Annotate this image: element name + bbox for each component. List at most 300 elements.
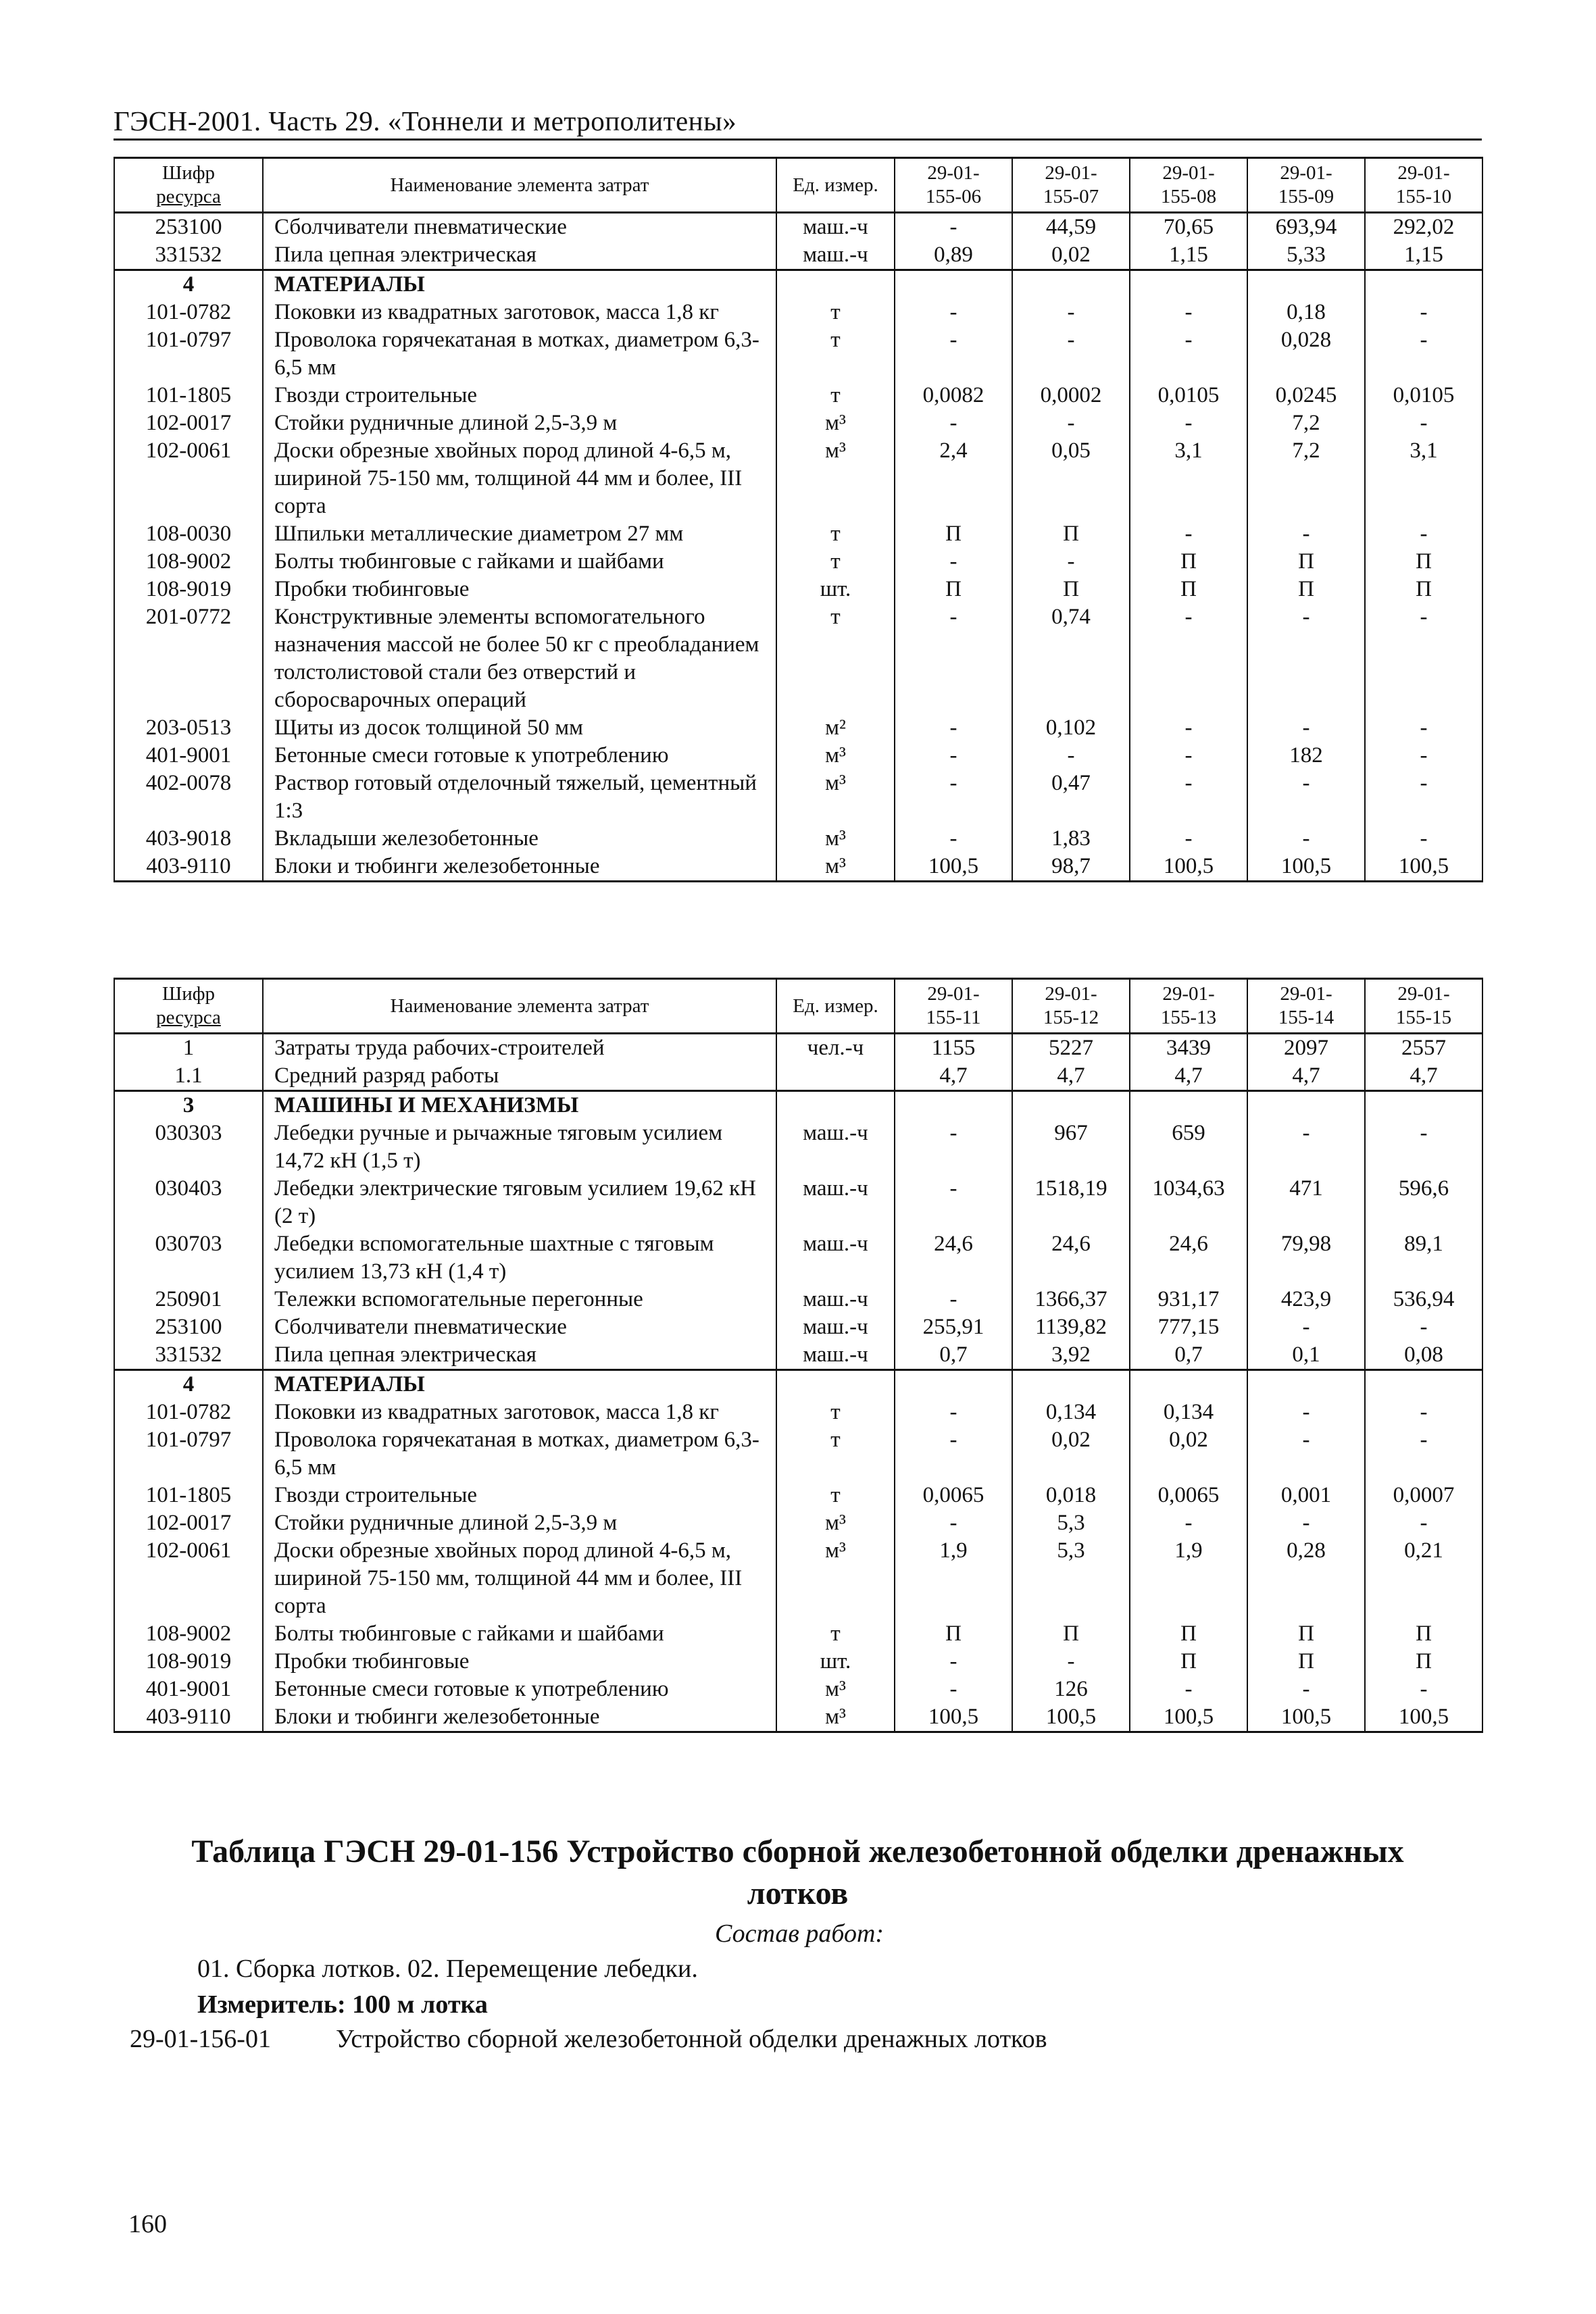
norm-value: - (1012, 409, 1130, 437)
resource-name: Бетонные смеси готовые к употреблению (263, 1676, 776, 1703)
norm-value (1365, 270, 1482, 299)
resource-code: 403-9110 (114, 853, 263, 882)
resource-name: Пила цепная электрическая (263, 1341, 776, 1370)
resource-unit: м³ (776, 409, 895, 437)
norm-value: 0,018 (1012, 1482, 1130, 1509)
norm-value: 0,102 (1012, 714, 1130, 742)
norm-value: П (895, 520, 1012, 548)
resource-code: 331532 (114, 1341, 263, 1370)
norm-value: 0,08 (1365, 1341, 1482, 1370)
header-norm-line-2: 155-13 (1160, 1007, 1217, 1028)
norm-value: 292,02 (1365, 213, 1482, 242)
header-norm-line-1: 29-01- (1045, 983, 1097, 1005)
header-code-line-2: ресурса (156, 186, 221, 207)
table-row (114, 1120, 1482, 1175)
table-row (114, 1676, 1482, 1703)
resource-code: 402-0078 (114, 770, 263, 825)
norm-value: 4,7 (1130, 1062, 1247, 1091)
header-norm-line-2: 155-07 (1043, 186, 1099, 207)
table-row (114, 1703, 1482, 1732)
norm-value: - (895, 1509, 1012, 1537)
norm-value: - (1365, 1399, 1482, 1426)
norm-value: - (895, 1648, 1012, 1676)
norm-value: - (1365, 770, 1482, 825)
norm-value: 3,1 (1130, 437, 1247, 520)
resource-unit: т (776, 326, 895, 382)
resource-unit: маш.-ч (776, 241, 895, 270)
norm-value: 98,7 (1012, 853, 1130, 882)
header-norm-col (1247, 979, 1365, 1034)
norm-value: П (1247, 1620, 1365, 1648)
header-norm-line-1: 29-01- (1162, 162, 1215, 184)
resource-name: Проволока горячекатаная в мотках, диаметром 6,3-6,5 мм (263, 1426, 776, 1482)
resource-name: Пила цепная электрическая (263, 241, 776, 270)
header-norm-line-1: 29-01- (1280, 162, 1332, 184)
resource-unit (776, 1062, 895, 1091)
norm-value: 4,7 (1247, 1062, 1365, 1091)
resource-name: Вкладыши железобетонные (263, 825, 776, 853)
table-row (114, 382, 1482, 409)
resource-table-155-11-15 (114, 978, 1483, 1733)
norm-value: - (1130, 520, 1247, 548)
resource-code: 201-0772 (114, 603, 263, 714)
norm-value: 1366,37 (1012, 1286, 1130, 1313)
resource-name: Стойки рудничные длиной 2,5-3,9 м (263, 409, 776, 437)
norm-value: - (1130, 409, 1247, 437)
norm-value: 5227 (1012, 1034, 1130, 1063)
resource-code: 108-9019 (114, 576, 263, 603)
header-norm-col (1247, 158, 1365, 213)
norm-value: 0,0105 (1130, 382, 1247, 409)
header-norm-line-1: 29-01- (1397, 983, 1450, 1005)
norm-value (1130, 1370, 1247, 1399)
norm-value: - (1130, 742, 1247, 770)
norm-value: - (1247, 1426, 1365, 1482)
norm-value: П (895, 1620, 1012, 1648)
resource-code: 1.1 (114, 1062, 263, 1091)
norm-value: П (1365, 576, 1482, 603)
norm-value: 100,5 (895, 853, 1012, 882)
resource-code: 101-0782 (114, 299, 263, 326)
resource-code: 102-0061 (114, 1537, 263, 1620)
norm-value: 777,15 (1130, 1313, 1247, 1341)
norm-value: 3439 (1130, 1034, 1247, 1063)
resource-code: 4 (114, 1370, 263, 1399)
header-norm-line-2: 155-11 (926, 1007, 981, 1028)
table-row (114, 1175, 1482, 1230)
resource-code: 253100 (114, 1313, 263, 1341)
norm-value: П (1012, 576, 1130, 603)
norm-value: 536,94 (1365, 1286, 1482, 1313)
norm-value: 1,9 (1130, 1537, 1247, 1620)
resource-name: Пробки тюбинговые (263, 576, 776, 603)
norm-value: П (1012, 1620, 1130, 1648)
norm-value: - (1365, 409, 1482, 437)
resource-code: 4 (114, 270, 263, 299)
resource-name: Лебедки электрические тяговым усилием 19,62 кН (2 т) (263, 1175, 776, 1230)
resource-unit: м³ (776, 1676, 895, 1703)
table-row (114, 1286, 1482, 1313)
norm-value: П (1247, 1648, 1365, 1676)
norm-value: - (1365, 1676, 1482, 1703)
norm-value: 2557 (1365, 1034, 1482, 1063)
resource-code: 108-9002 (114, 548, 263, 576)
norm-value: П (1130, 576, 1247, 603)
resource-unit: м³ (776, 1703, 895, 1732)
norm-value: - (895, 1426, 1012, 1482)
norm-value: 44,59 (1012, 213, 1130, 242)
norm-value: 100,5 (1247, 1703, 1365, 1732)
header-norm-col (895, 979, 1012, 1034)
resource-name: Затраты труда рабочих-строителей (263, 1034, 776, 1063)
norm-value: - (1130, 1676, 1247, 1703)
norm-value: 4,7 (1365, 1062, 1482, 1091)
header-norm-line-2: 155-06 (925, 186, 982, 207)
norm-value: 4,7 (1012, 1062, 1130, 1091)
norm-value (1012, 1370, 1130, 1399)
header-norm-col (1012, 979, 1130, 1034)
norm-value: 0,0065 (895, 1482, 1012, 1509)
header-norm-line-1: 29-01- (1162, 983, 1215, 1005)
norm-value: 100,5 (1130, 853, 1247, 882)
norm-value: - (1130, 1509, 1247, 1537)
norm-value: - (1247, 1120, 1365, 1175)
norm-value: П (1012, 520, 1130, 548)
norm-value (1247, 1370, 1365, 1399)
norm-value: 100,5 (1247, 853, 1365, 882)
resource-code: 102-0061 (114, 437, 263, 520)
section-title (114, 1831, 1482, 1915)
norm-value: 0,02 (1012, 241, 1130, 270)
norm-value: 1,9 (895, 1537, 1012, 1620)
norm-value (1247, 270, 1365, 299)
norm-value: 100,5 (895, 1703, 1012, 1732)
header-code-line-1: Шифр (161, 162, 216, 184)
header-name: Наименование элемента затрат (263, 979, 776, 1034)
table-row (114, 213, 1482, 242)
resource-unit: т (776, 520, 895, 548)
resource-name: МАШИНЫ И МЕХАНИЗМЫ (263, 1091, 776, 1120)
resource-unit: маш.-ч (776, 1230, 895, 1286)
table-row (114, 853, 1482, 882)
resource-name: Доски обрезные хвойных пород длиной 4-6,5 м, шириной 75-150 мм, толщиной 44 мм и более, III сорта (263, 1537, 776, 1620)
norm-value: 1518,19 (1012, 1175, 1130, 1230)
resource-name: Сболчиватели пневматические (263, 213, 776, 242)
norm-value: 967 (1012, 1120, 1130, 1175)
resource-name: Сболчиватели пневматические (263, 1313, 776, 1341)
header-norm-line-2: 155-14 (1278, 1007, 1335, 1028)
resource-name: Блоки и тюбинги железобетонные (263, 853, 776, 882)
resource-unit: маш.-ч (776, 1341, 895, 1370)
section-title-line-1: Таблица ГЭСН 29-01-156 Устройство сборной железобетонной обделки дренажных (191, 1834, 1404, 1869)
norm-value: П (1365, 1648, 1482, 1676)
norm-value: - (1365, 714, 1482, 742)
resource-unit: т (776, 1620, 895, 1648)
header-norm-col (1012, 158, 1130, 213)
norm-value: 100,5 (1130, 1703, 1247, 1732)
table-row (114, 409, 1482, 437)
norm-value (895, 1091, 1012, 1120)
norm-value: 0,02 (1012, 1426, 1130, 1482)
header-unit: Ед. измер. (776, 979, 895, 1034)
table-row (114, 1509, 1482, 1537)
resource-name: Болты тюбинговые с гайками и шайбами (263, 548, 776, 576)
page-number: 160 (128, 2210, 167, 2238)
norm-value: - (1365, 603, 1482, 714)
norm-value: 423,9 (1247, 1286, 1365, 1313)
norm-value: - (1247, 1676, 1365, 1703)
table-row (114, 825, 1482, 853)
resource-code: 102-0017 (114, 1509, 263, 1537)
resource-unit: маш.-ч (776, 1120, 895, 1175)
norm-value: П (1365, 1620, 1482, 1648)
norm-value: - (1130, 326, 1247, 382)
resource-unit: маш.-ч (776, 1286, 895, 1313)
norm-name: Устройство сборной железобетонной обделки дренажных лотков (336, 2025, 1047, 2053)
resource-unit: т (776, 1426, 895, 1482)
table-row (114, 742, 1482, 770)
header-norm-col (895, 158, 1012, 213)
norm-value: - (1365, 1509, 1482, 1537)
norm-value: 2,4 (895, 437, 1012, 520)
norm-value: - (1247, 825, 1365, 853)
table-row (114, 1426, 1482, 1482)
resource-table-155-06-10 (114, 157, 1483, 882)
table-row (114, 1341, 1482, 1370)
norm-value: 89,1 (1365, 1230, 1482, 1286)
norm-value: 659 (1130, 1120, 1247, 1175)
resource-code: 101-0797 (114, 1426, 263, 1482)
resource-name: Гвозди строительные (263, 382, 776, 409)
norm-value: - (895, 1175, 1012, 1230)
resource-code: 203-0513 (114, 714, 263, 742)
resource-code: 331532 (114, 241, 263, 270)
norm-value: - (895, 299, 1012, 326)
resource-unit (776, 1091, 895, 1120)
norm-value: - (1247, 770, 1365, 825)
resource-code: 253100 (114, 213, 263, 242)
work-composition-items: 01. Сборка лотков. 02. Перемещение лебедки. (197, 1955, 698, 1983)
norm-value: 79,98 (1247, 1230, 1365, 1286)
work-composition-label: Состав работ: (715, 1919, 884, 1948)
norm-value (1012, 1091, 1130, 1120)
resource-unit: шт. (776, 1648, 895, 1676)
resource-unit: т (776, 603, 895, 714)
resource-name: Щиты из досок толщиной 50 мм (263, 714, 776, 742)
resource-name: Лебедки ручные и рычажные тяговым усилием 14,72 кН (1,5 т) (263, 1120, 776, 1175)
norm-value: 0,18 (1247, 299, 1365, 326)
norm-value: - (1012, 742, 1130, 770)
header-code (114, 158, 263, 213)
header-norm-line-2: 155-08 (1160, 186, 1217, 207)
norm-value: 100,5 (1365, 853, 1482, 882)
table-row (114, 1537, 1482, 1620)
norm-value: 0,28 (1247, 1537, 1365, 1620)
norm-value: - (895, 825, 1012, 853)
header-norm-line-2: 155-12 (1043, 1007, 1099, 1028)
norm-value: 0,0002 (1012, 382, 1130, 409)
resource-name: Проволока горячекатаная в мотках, диаметром 6,3-6,5 мм (263, 326, 776, 382)
norm-value: - (1130, 603, 1247, 714)
resource-unit: маш.-ч (776, 213, 895, 242)
norm-value: П (1130, 1648, 1247, 1676)
resource-code: 108-0030 (114, 520, 263, 548)
norm-value: - (1247, 1509, 1365, 1537)
header-norm-line-2: 155-09 (1278, 186, 1335, 207)
table-row (114, 520, 1482, 548)
norm-value: - (1012, 548, 1130, 576)
norm-value: - (895, 603, 1012, 714)
resource-unit: т (776, 382, 895, 409)
header-unit: Ед. измер. (776, 158, 895, 213)
header-norm-col (1365, 979, 1482, 1034)
norm-value: 2097 (1247, 1034, 1365, 1063)
resource-code: 108-9002 (114, 1620, 263, 1648)
norm-value: 24,6 (895, 1230, 1012, 1286)
resource-unit: т (776, 1399, 895, 1426)
norm-value: 0,02 (1130, 1426, 1247, 1482)
norm-value: 100,5 (1012, 1703, 1130, 1732)
norm-value: П (895, 576, 1012, 603)
resource-unit: чел.-ч (776, 1034, 895, 1063)
section-title-line-2: лотков (747, 1876, 849, 1911)
norm-value: - (895, 742, 1012, 770)
norm-value: 3,92 (1012, 1341, 1130, 1370)
header-norm-line-1: 29-01- (927, 983, 980, 1005)
norm-value: 0,7 (1130, 1341, 1247, 1370)
resource-code: 101-1805 (114, 1482, 263, 1509)
resource-code: 030303 (114, 1120, 263, 1175)
resource-code: 030703 (114, 1230, 263, 1286)
resource-unit: м³ (776, 825, 895, 853)
norm-value (1130, 270, 1247, 299)
norm-value: 7,2 (1247, 409, 1365, 437)
norm-value: 0,134 (1012, 1399, 1130, 1426)
resource-unit: т (776, 548, 895, 576)
table-row (114, 1399, 1482, 1426)
norm-code: 29-01-156-01 (130, 2025, 271, 2053)
resource-unit: шт. (776, 576, 895, 603)
resource-name: Гвозди строительные (263, 1482, 776, 1509)
resource-name: Средний разряд работы (263, 1062, 776, 1091)
norm-value: 0,134 (1130, 1399, 1247, 1426)
norm-value: - (1247, 1399, 1365, 1426)
resource-unit: маш.-ч (776, 1313, 895, 1341)
table-row (114, 437, 1482, 520)
norm-value: 471 (1247, 1175, 1365, 1230)
norm-value (1365, 1370, 1482, 1399)
norm-value: 0,47 (1012, 770, 1130, 825)
norm-value: 3,1 (1365, 437, 1482, 520)
resource-name: Блоки и тюбинги железобетонные (263, 1703, 776, 1732)
norm-value: 182 (1247, 742, 1365, 770)
norm-value: - (1365, 1120, 1482, 1175)
norm-value: - (1365, 520, 1482, 548)
norm-value: 0,7 (895, 1341, 1012, 1370)
table-header-row (114, 158, 1482, 213)
resource-unit: м³ (776, 853, 895, 882)
norm-value: 931,17 (1130, 1286, 1247, 1313)
resource-code: 101-0782 (114, 1399, 263, 1426)
resource-name: МАТЕРИАЛЫ (263, 270, 776, 299)
norm-value: 0,0105 (1365, 382, 1482, 409)
norm-value: П (1130, 548, 1247, 576)
norm-value: - (895, 1676, 1012, 1703)
norm-value: 0,0065 (1130, 1482, 1247, 1509)
table-row (114, 1062, 1482, 1091)
norm-value: 1,15 (1365, 241, 1482, 270)
norm-value: П (1247, 576, 1365, 603)
norm-value: 5,33 (1247, 241, 1365, 270)
resource-code: 3 (114, 1091, 263, 1120)
resource-name: Шпильки металлические диаметром 27 мм (263, 520, 776, 548)
norm-value: 0,89 (895, 241, 1012, 270)
norm-value: 0,05 (1012, 437, 1130, 520)
norm-value: - (1365, 326, 1482, 382)
table-row (114, 326, 1482, 382)
table-row (114, 1313, 1482, 1341)
resource-unit: м³ (776, 770, 895, 825)
norm-value: 5,3 (1012, 1509, 1130, 1537)
resource-unit: т (776, 1482, 895, 1509)
resource-name: Поковки из квадратных заготовок, масса 1,8 кг (263, 1399, 776, 1426)
resource-code: 403-9110 (114, 1703, 263, 1732)
resource-name: Конструктивные элементы вспомогательного назначения массой не более 50 кг с преобладанием толстолистовой стали без отверстий и сборосварочных операций (263, 603, 776, 714)
norm-value: - (895, 409, 1012, 437)
norm-value: 255,91 (895, 1313, 1012, 1341)
header-norm-line-1: 29-01- (1045, 162, 1097, 184)
norm-value: - (895, 1120, 1012, 1175)
table-row (114, 1091, 1482, 1120)
measure-unit: Измеритель: 100 м лотка (197, 1990, 488, 2019)
header-norm-col (1130, 979, 1247, 1034)
resource-code: 108-9019 (114, 1648, 263, 1676)
norm-value: П (1130, 1620, 1247, 1648)
header-norm-line-1: 29-01- (927, 162, 980, 184)
resource-name: Тележки вспомогательные перегонные (263, 1286, 776, 1313)
norm-value (895, 1370, 1012, 1399)
norm-value: 4,7 (895, 1062, 1012, 1091)
norm-value (895, 270, 1012, 299)
norm-value: - (1130, 770, 1247, 825)
resource-name: МАТЕРИАЛЫ (263, 1370, 776, 1399)
norm-value: - (1012, 326, 1130, 382)
resource-unit: м³ (776, 1537, 895, 1620)
resource-name: Пробки тюбинговые (263, 1648, 776, 1676)
table-row (114, 770, 1482, 825)
norm-value: 0,74 (1012, 603, 1130, 714)
norm-value (1012, 270, 1130, 299)
table-row (114, 241, 1482, 270)
resource-code: 401-9001 (114, 742, 263, 770)
resource-name: Поковки из квадратных заготовок, масса 1,8 кг (263, 299, 776, 326)
header-norm-line-2: 155-10 (1395, 186, 1452, 207)
norm-value: 7,2 (1247, 437, 1365, 520)
norm-value: 24,6 (1130, 1230, 1247, 1286)
resource-unit: т (776, 299, 895, 326)
resource-code: 1 (114, 1034, 263, 1063)
norm-value: - (1365, 1313, 1482, 1341)
header-code-line-1: Шифр (161, 983, 216, 1005)
resource-code: 401-9001 (114, 1676, 263, 1703)
norm-value: П (1247, 548, 1365, 576)
norm-value: 1155 (895, 1034, 1012, 1063)
table-row (114, 576, 1482, 603)
norm-row (130, 2024, 1047, 2054)
table-row (114, 1230, 1482, 1286)
resource-unit: м³ (776, 742, 895, 770)
resource-unit: маш.-ч (776, 1175, 895, 1230)
